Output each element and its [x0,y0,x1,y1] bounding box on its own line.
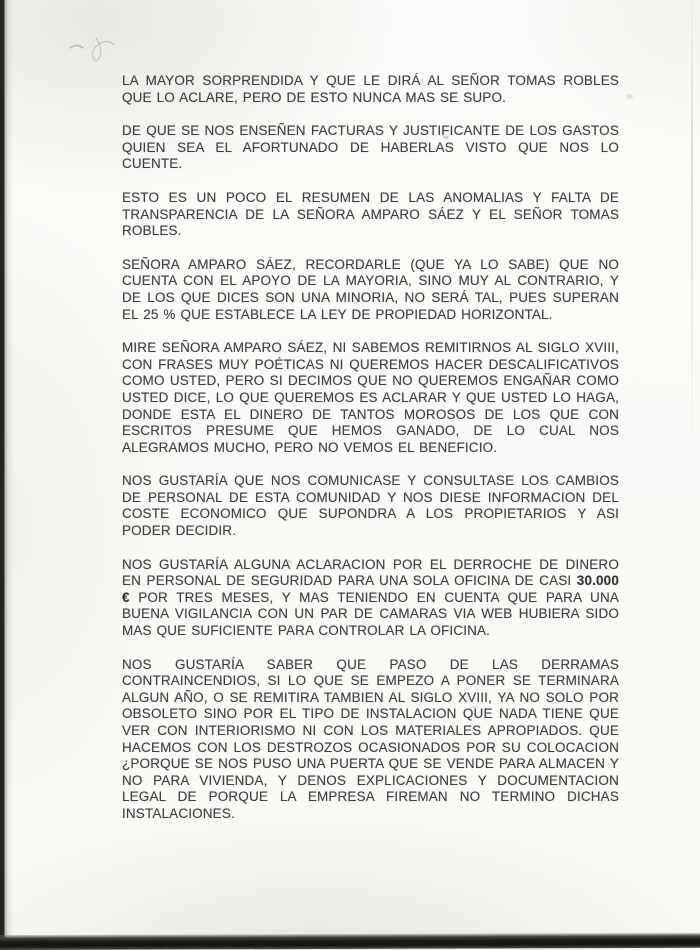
scan-noise-speck [287,560,292,563]
paragraph-7-text-after: POR TRES MESES, Y MAS TENIENDO EN CUENTA QUE PARA UNA BUENA VIGILANCIA CON UN PAR DE CAMARAS VIA WEB HUBIERA SIDO MAS QUE SUFICIENTE PARA CONTROLAR LA OFICINA. [122,589,619,639]
paragraph-6: NOS GUSTARÍA QUE NOS COMUNICASE Y CONSULTASE LOS CAMBIOS DE PERSONAL DE ESTA COMUNIDAD Y NOS DIESE INFORMACION DEL COSTE ECONOMICO QUE SUPONDRA A LOS PROPIETARIOS Y ASI PODER DECIDIR. [122,473,619,539]
scan-noise-speck [210,257,214,260]
paragraph-5: MIRE SEÑORA AMPARO SÁEZ, NI SABEMOS REMITIRNOS AL SIGLO XVIII, CON FRASES MUY POÉTICAS NI QUEREMOS HACER DESCALIFICATIVOS COMO USTED, PERO SI DECIMOS QUE NO QUEREMOS ENGAÑAR COMO USTED DICE, LO QUE QUEREMOS ES ACLARAR Y QUE USTED LO HAGA, DONDE ESTA EL DINERO DE TANTOS MOROSOS DE LOS QUE CON ESCRITOS PRESUME QUE HEMOS GANADO, DE LO CUAL NOS ALEGRAMOS MUCHO, PERO NO VEMOS EL BENEFICIO. [122,340,619,455]
paragraph-1: LA MAYOR SORPRENDIDA Y QUE LE DIRÁ AL SEÑOR TOMAS ROBLES QUE LO ACLARE, PERO DE ESTO NUNCA MAS SE SUPO. [122,73,619,105]
paragraph-3: ESTO ES UN POCO EL RESUMEN DE LAS ANOMALIAS Y FALTA DE TRANSPARENCIA DE LA SEÑORA AMPARO SÁEZ Y EL SEÑOR TOMAS ROBLES. [122,189,619,239]
letter-body [122,73,619,823]
paragraph-7-text-before: NOS GUSTARÍA ALGUNA ACLARACION POR EL DERROCHE DE DINERO EN PERSONAL DE SEGURIDAD PARA UNA SOLA OFICINA DE CASI [122,556,619,589]
paper-edge-right [691,0,693,430]
paragraph-4: SEÑORA AMPARO SÁEZ, RECORDARLE (QUE YA LO SABE) QUE NO CUENTA CON EL APOYO DE LA MAYORIA, SINO MUY AL CONTRARIO, Y DE LOS QUE DICES SON UNA MINORIA, NO SERÁ TAL, PUES SUPERAN EL 25 % QUE ESTABLECE LA LEY DE PROPIEDAD HORIZONTAL. [122,256,619,322]
scan-edge-bottom [0,933,700,950]
scan-noise-speck [626,94,633,99]
amount-bold: 30.000 € [122,573,619,605]
scan-noise-speck [470,706,479,708]
scan-noise-speck [443,136,449,139]
paragraph-8: NOS GUSTARÍA SABER QUE PASO DE LAS DERRAMAS CONTRAINCENDIOS, SI LO QUE SE EMPEZO A PONER SE TERMINARA ALGUN AÑO, O SE REMITIRA TAMBIEN AL SIGLO XVIII, YA NO SOLO POR OBSOLETO SINO POR EL TIPO DE INSTALACION QUE NADA TIENE QUE VER CON INTERIORISMO NI CON LOS MATERIALES APROPIADOS. QUE HACEMOS CON LOS DESTROZOS OCASIONADOS POR SU COLOCACION ¿PORQUE SE NOS PUSO UNA PUERTA QUE SE VENDE PARA ALMACEN Y NO PARA VIVIENDA, Y DENOS EXPLICACIONES Y DOCUMENTACION LEGAL DE PORQUE LA EMPRESA FIREMAN NO TERMINO DICHAS INSTALACIONES. [122,656,619,821]
paragraph-2: DE QUE SE NOS ENSEÑEN FACTURAS Y JUSTIFICANTE DE LOS GASTOS QUIEN SEA EL AFORTUNADO DE HABERLAS VISTO QUE NOS LO CUENTE. [122,123,619,172]
paragraph-7 [122,557,619,640]
pencil-scribble [48,16,138,68]
scan-edge-left [0,0,14,950]
